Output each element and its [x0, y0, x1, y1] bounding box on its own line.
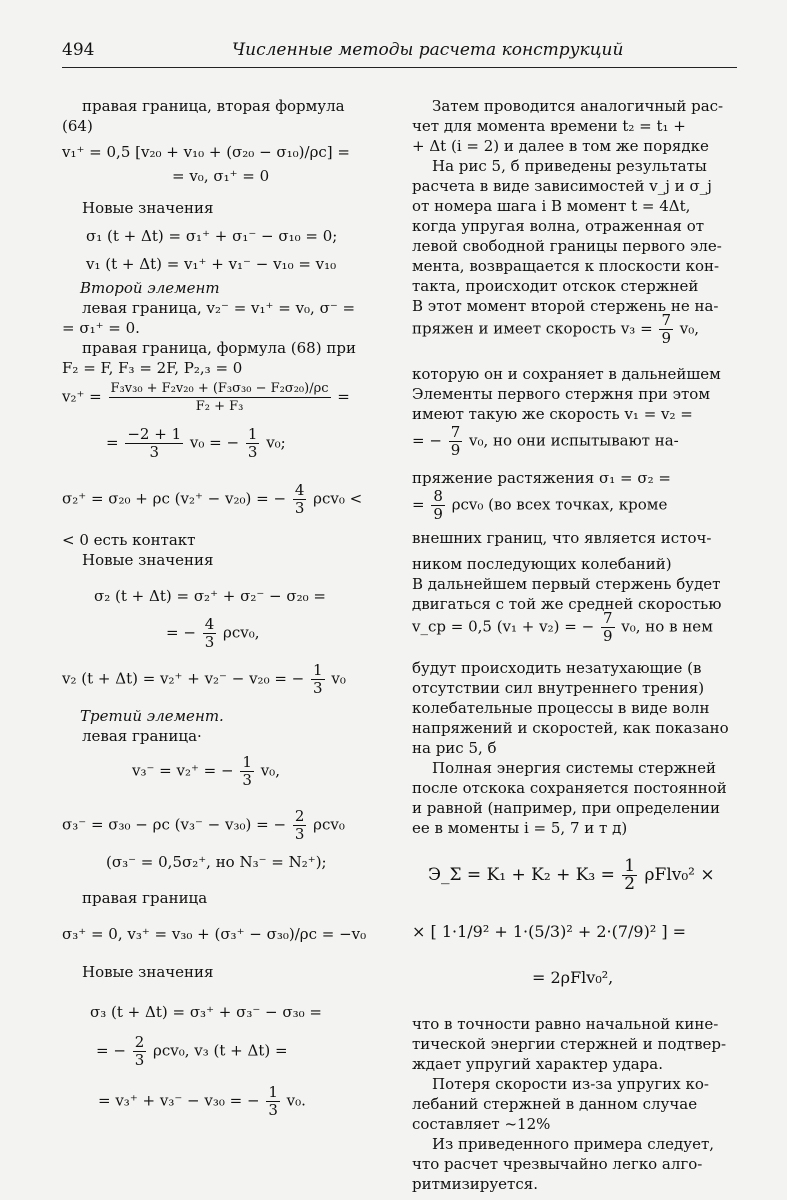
text-line: В этот момент второй стержень не на-: [412, 297, 719, 315]
text-line: колебательные процессы в виде волн: [412, 699, 710, 717]
text-line: = σ₁⁺ = 0.: [62, 319, 140, 337]
formula: (σ₃⁻ = 0,5σ₂⁺, но N₃⁻ = N₂⁺);: [106, 853, 327, 871]
formula: σ₂⁺ = σ₂₀ + ρc (v₂⁺ − v₂₀) = − $\frac{4}{3}$ ρcv₀ <: [62, 481, 363, 517]
page-header: [62, 38, 737, 68]
text-line: что в точности равно начальной кине-: [412, 1015, 719, 1033]
text-line: v_ср = 0,5 (v₁ + v₂) = − $\frac{7}{9}$ v₀, но в нем: [412, 609, 713, 645]
text-line: Новые значения: [82, 963, 214, 981]
text-line: лебаний стержней в данном случае: [412, 1095, 698, 1113]
formula: = − $\frac{4}{3}$ ρcv₀,: [166, 615, 260, 651]
text-line: левой свободной границы первого эле-: [412, 237, 722, 255]
text-line: пряжение растяжения σ₁ = σ₂ =: [412, 469, 671, 487]
text-line: на рис 5, б: [412, 739, 497, 757]
text-line: ждает упругий характер удара.: [412, 1055, 663, 1073]
text-line: от номера шага i В момент t = 4Δt,: [412, 197, 691, 215]
text-line: когда упругая волна, отраженная от: [412, 217, 705, 235]
text-line: Элементы первого стержня при этом: [412, 385, 711, 403]
text-line: правая граница, вторая формула: [82, 97, 345, 115]
text-line: после отскока сохраняется постоянной: [412, 779, 727, 797]
text-line: Новые значения: [82, 199, 214, 217]
text-line: мента, возвращается к плоскости кон-: [412, 257, 720, 275]
text-line: такта, происходит отскок стержней: [412, 277, 699, 295]
text-line: < 0 есть контакт: [62, 531, 196, 549]
text-line: + Δt (i = 2) и далее в том же порядке: [412, 137, 709, 155]
running-title: Численные методы расчета конструкций: [232, 40, 624, 60]
formula: = 2ρFlv₀²,: [532, 968, 614, 987]
text-line: Потеря скорости из-за упругих ко-: [432, 1075, 709, 1093]
text-line: двигаться с той же средней скоростью: [412, 595, 722, 613]
formula: = v₀, σ₁⁺ = 0: [172, 167, 270, 185]
text-line: = $\frac{8}{9}$ ρcv₀ (во всех точках, кроме: [412, 487, 668, 523]
text-line: правая граница, формула (68) при: [82, 339, 356, 357]
formula: σ₂ (t + Δt) = σ₂⁺ + σ₂⁻ − σ₂₀ =: [94, 587, 326, 605]
text-line: пряжен и имеет скорость v₃ = $\frac{7}{9}$ v₀,: [412, 311, 700, 347]
formula: v₂⁺ = $\frac{\text{F₃v₃₀ + F₂v₂₀ + (F₃σ₃₀ − F₂σ₂₀)/ρc}}{\text{F₂ + F₃}}$ =: [62, 381, 350, 414]
text-line: отсутствии сил внутреннего трения): [412, 679, 705, 697]
text-line: правая граница: [82, 889, 208, 907]
formula: σ₃⁺ = 0, v₃⁺ = v₃₀ + (σ₃⁺ − σ₃₀)/ρc = −v₀: [62, 925, 367, 943]
text-line: внешних границ, что является источ-: [412, 529, 712, 547]
text-line: что расчет чрезвычайно легко алго-: [412, 1155, 703, 1173]
formula: × [ 1·1/9² + 1·(5/3)² + 2·(7/9)² ] =: [412, 922, 687, 941]
text-line: В дальнейшем первый стержень будет: [412, 575, 721, 593]
text-line: Затем проводится аналогичный рас-: [432, 97, 724, 115]
text-line: и равной (например, при определении: [412, 799, 721, 817]
text-line: Новые значения: [82, 551, 214, 569]
formula: = − $\frac{2}{3}$ ρcv₀, v₃ (t + Δt) =: [96, 1033, 288, 1069]
formula: v₁⁺ = 0,5 [v₂₀ + v₁₀ + (σ₂₀ − σ₁₀)/ρc] =: [62, 143, 350, 161]
text-line: напряжений и скоростей, как показано: [412, 719, 729, 737]
text-line: ником последующих колебаний): [412, 555, 672, 573]
formula: σ₁ (t + Δt) = σ₁⁺ + σ₁⁻ − σ₁₀ = 0;: [86, 227, 338, 245]
formula: σ₃⁻ = σ₃₀ − ρc (v₃⁻ − v₃₀) = − $\frac{2}{3}$ ρcv₀: [62, 807, 345, 843]
text-line: = − $\frac{7}{9}$ v₀, но они испытывают на-: [412, 423, 679, 459]
text-line: расчета в виде зависимостей v_j и σ_j: [412, 177, 712, 195]
page-number: 494: [62, 40, 95, 60]
text-line: которую он и сохраняет в дальнейшем: [412, 365, 721, 383]
text-line: Полная энергия системы стержней: [432, 759, 716, 777]
text-line: Из приведенного примера следует,: [432, 1135, 715, 1153]
text-line: На рис 5, б приведены результаты: [432, 157, 707, 175]
formula: = $\frac{-2 + 1}{3}$ v₀ = − $\frac{1}{3}$ v₀;: [106, 425, 286, 461]
formula: v₁ (t + Δt) = v₁⁺ + v₁⁻ − v₁₀ = v₁₀: [86, 255, 337, 273]
formula: σ₃ (t + Δt) = σ₃⁺ + σ₃⁻ − σ₃₀ =: [90, 1003, 322, 1021]
formula: F₂ = F, F₃ = 2F, P₂,₃ = 0: [62, 359, 243, 377]
text-line: чет для момента времени t₂ = t₁ +: [412, 117, 686, 135]
header-rule: [62, 67, 737, 68]
formula: v₃⁻ = v₂⁺ = − $\frac{1}{3}$ v₀,: [132, 753, 280, 789]
text-line: левая граница·: [82, 727, 202, 745]
formula: = v₃⁺ + v₃⁻ − v₃₀ = − $\frac{1}{3}$ v₀.: [98, 1083, 306, 1119]
text-line: ритмизируется.: [412, 1175, 538, 1193]
section-heading: Второй элемент: [80, 279, 220, 297]
section-heading: Третий элемент.: [80, 707, 224, 725]
text-line: (64): [62, 117, 93, 135]
text-line: составляет ~12%: [412, 1115, 551, 1133]
text-line: ее в моменты i = 5, 7 и т д): [412, 819, 628, 837]
text-line: левая граница, v₂⁻ = v₁⁺ = v₀, σ⁻ =: [82, 299, 356, 317]
text-line: имеют такую же скорость v₁ = v₂ =: [412, 405, 693, 423]
formula: Э_Σ = K₁ + K₂ + K₃ = $\frac{1}{2}$ ρFlv₀² ×: [428, 856, 715, 894]
text-line: будут происходить незатухающие (в: [412, 659, 702, 677]
text-line: тической энергии стержней и подтвер-: [412, 1035, 727, 1053]
formula: v₂ (t + Δt) = v₂⁺ + v₂⁻ − v₂₀ = − $\frac{1}{3}$ v₀: [62, 661, 346, 697]
